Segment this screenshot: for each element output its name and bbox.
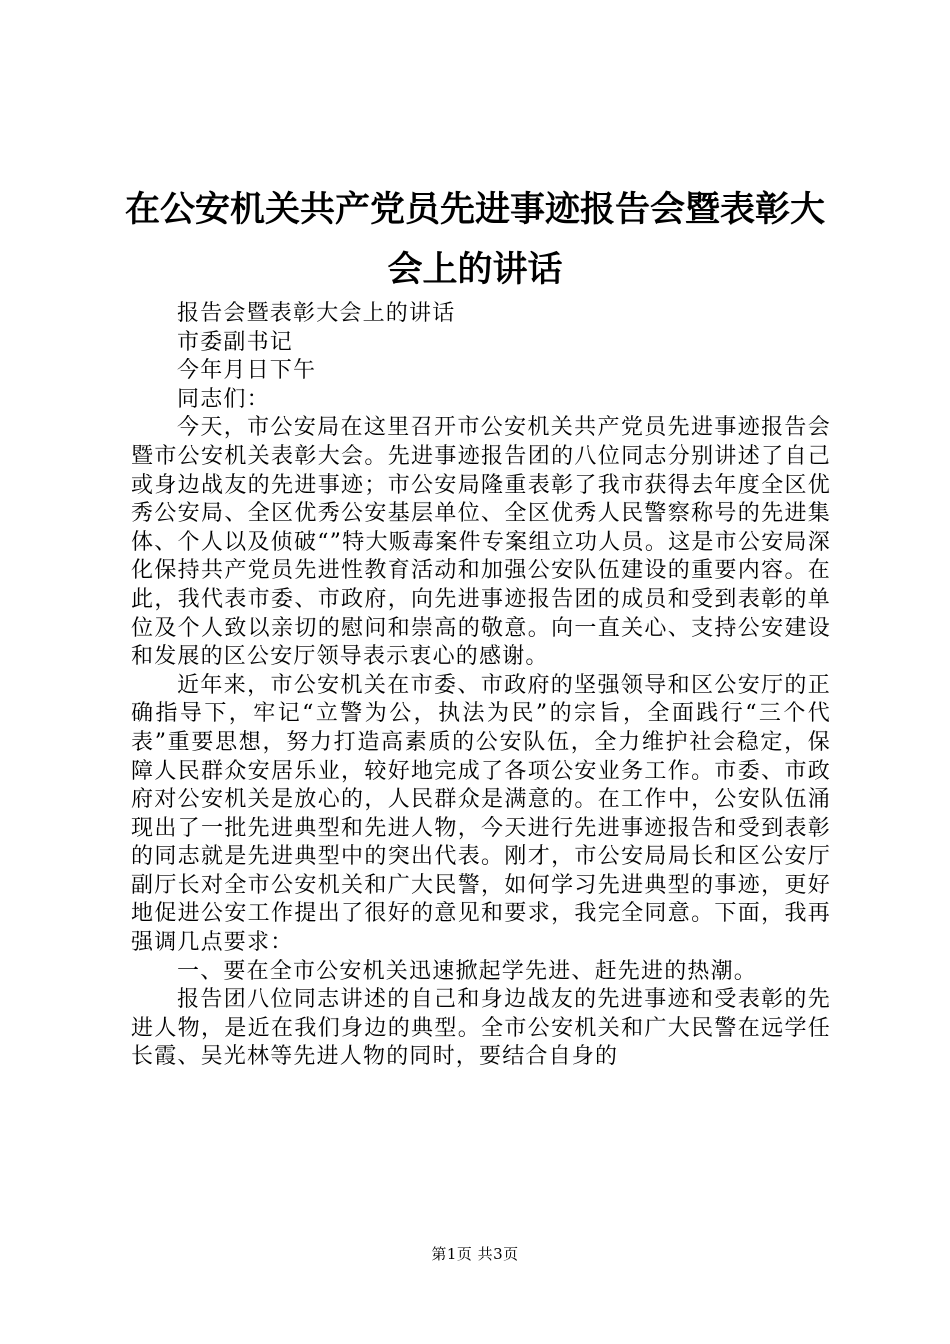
page-footer: 第1页 共3页 xyxy=(431,1245,519,1263)
paragraph-salutation: 同志们： xyxy=(177,386,270,412)
paragraph-body-1: 今天，市公安局在这里召开市公安机关共产党员先进事迹报告会暨市公安机关表彰大会。先进事迹报告团的八位同志分别讲述了自己或身边战友的先进事迹；市公安局隆重表彰了我市获得去年度全区优秀公安局、全区优秀公安基层单位、全区优秀人民警察称号的先进集体、个人以及侦破“”特大贩毒案件专案组立功人员。这是市公安局深化保持共产党员先进性教育活动和加强公安队伍建设的重要内容。在此，我代表市委、市政府，向先进事迹报告团的成员和受到表彰的单位及个人致以亲切的慰问和崇高的敬意。向一直关心、支持公安建设和发展的区公安厅领导表示衷心的感谢。 xyxy=(131,415,831,670)
paragraph-body-3: 报告团八位同志讲述的自己和身边战友的先进事迹和受表彰的先进人物，是近在我们身边的典型。全市公安机关和广大民警在远学任长霞、吴光林等先进人物的同时，要结合自身的 xyxy=(131,987,831,1070)
paragraph-heading-1: 一、要在全市公安机关迅速掀起学先进、赶先进的热潮。 xyxy=(177,958,758,984)
document-title: 在公安机关共产党员先进事迹报告会暨表彰大会上的讲话 xyxy=(124,189,825,290)
paragraph-body-2: 近年来，市公安机关在市委、市政府的坚强领导和区公安厅的正确指导下，牢记“立警为公，执法为民”的宗旨，全面践行“三个代表”重要思想，努力打造高素质的公安队伍，全力维护社会稳定，保障人民群众安居乐业，较好地完成了各项公安业务工作。市委、市政府对公安机关是放心的，人民群众是满意的。在工作中，公安队伍涌现出了一批先进典型和先进人物，今天进行先进事迹报告和受到表彰的同志就是先进典型中的突出代表。刚才，市公安局局长和区公安厅副厅长对全市公安机关和广大民警，如何学习先进典型的事迹，更好地促进公安工作提出了很好的意见和要求，我完全同意。下面，我再强调几点要求： xyxy=(131,672,831,956)
paragraph-speaker: 市委副书记 xyxy=(177,329,294,355)
paragraph-subtitle: 报告会暨表彰大会上的讲话 xyxy=(177,301,456,326)
document-body xyxy=(131,300,831,1072)
paragraph-date: 今年月日下午 xyxy=(177,358,317,384)
